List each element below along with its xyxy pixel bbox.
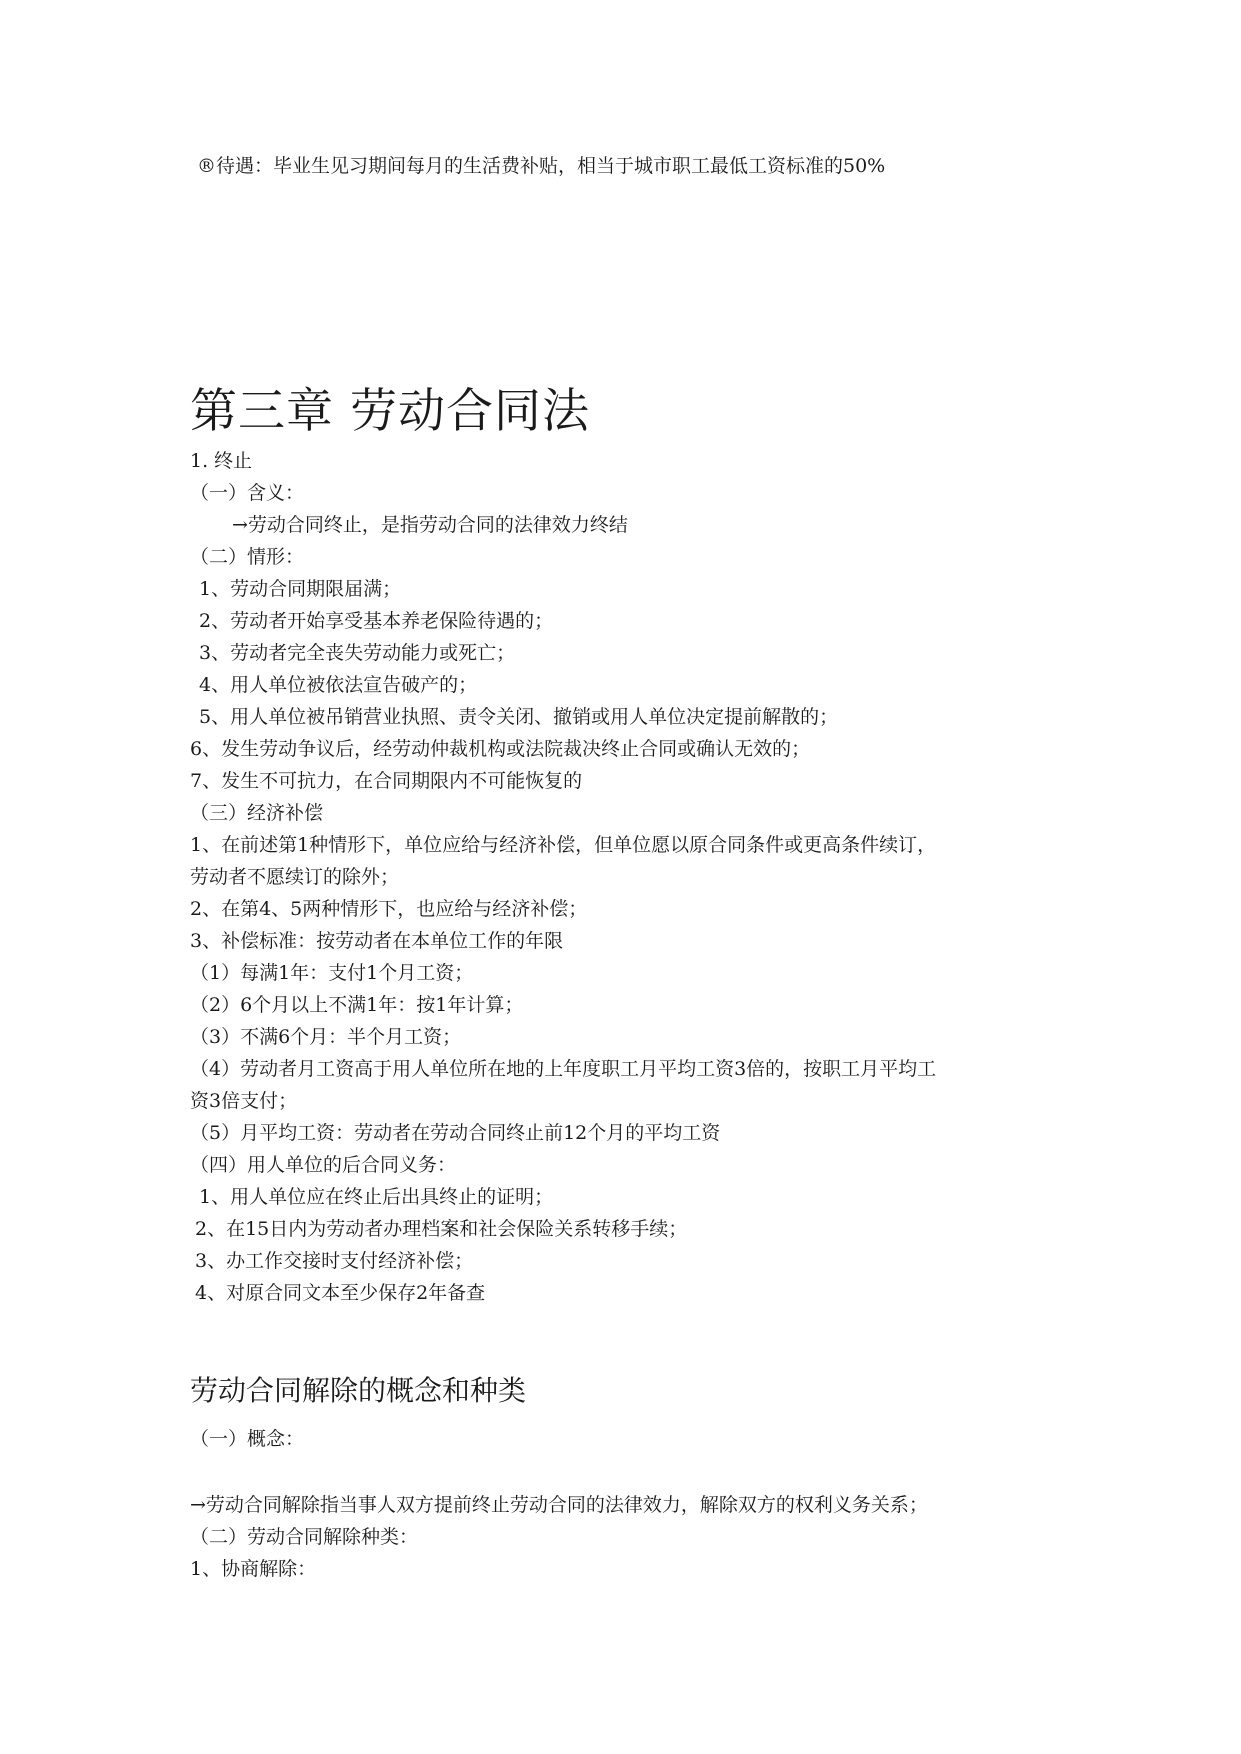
termination-heading: 1. 终止	[190, 450, 253, 472]
compensation-item: 2、在第4、5两种情形下，也应给与经济补偿；	[190, 898, 588, 920]
types-item: 1、协商解除：	[190, 1558, 317, 1580]
concept-heading: （一）概念：	[190, 1428, 305, 1450]
rescission-title: 劳动合同解除的概念和种类	[190, 1374, 527, 1407]
situation-item: 4、用人单位被依法宣告破产的；	[199, 674, 478, 696]
obligation-item: 2、在15日内为劳动者办理档案和社会保险关系转移手续；	[195, 1218, 688, 1240]
compensation-item: （2）6个月以上不满1年：按1年计算；	[190, 994, 524, 1016]
types-heading: （二）劳动合同解除种类：	[190, 1526, 419, 1548]
compensation-item: 劳动者不愿续订的除外；	[190, 866, 400, 888]
compensation-item: （5）月平均工资：劳动者在劳动合同终止前12个月的平均工资	[190, 1122, 721, 1144]
obligation-item: 4、对原合同文本至少保存2年备查	[195, 1282, 486, 1304]
compensation-item: （4）劳动者月工资高于用人单位所在地的上年度职工月平均工资3倍的，按职工月平均工	[190, 1058, 937, 1080]
compensation-item: 1、在前述第1种情形下，单位应给与经济补偿，但单位愿以原合同条件或更高条件续订，	[190, 834, 937, 856]
concept-text: →劳动合同解除指当事人双方提前终止劳动合同的法律效力，解除双方的权利义务关系；	[190, 1494, 928, 1516]
situation-item: 5、用人单位被吊销营业执照、责令关闭、撤销或用人单位决定提前解散的；	[199, 706, 839, 728]
compensation-item: （3）不满6个月：半个月工资；	[190, 1026, 462, 1048]
situation-item: 1、劳动合同期限届满；	[199, 578, 402, 600]
situation-item: 7、发生不可抗力，在合同期限内不可能恢复的	[190, 770, 583, 792]
compensation-heading: （三）经济补偿	[190, 802, 324, 824]
obligation-item: 1、用人单位应在终止后出具终止的证明；	[199, 1186, 554, 1208]
obligations-heading: （四）用人单位的后合同义务：	[190, 1154, 457, 1176]
compensation-item: （1）每满1年：支付1个月工资；	[190, 962, 474, 984]
situation-item: 6、发生劳动争议后，经劳动仲裁机构或法院裁决终止合同或确认无效的；	[190, 738, 811, 760]
situations-heading: （二）情形：	[190, 546, 305, 568]
compensation-item: 3、补偿标准：按劳动者在本单位工作的年限	[190, 930, 564, 952]
situation-item: 3、劳动者完全丧失劳动能力或死亡；	[199, 642, 516, 664]
meaning-text: →劳动合同终止，是指劳动合同的法律效力终结	[232, 514, 628, 536]
situation-item: 2、劳动者开始享受基本养老保险待遇的；	[199, 610, 554, 632]
chapter-title: 第三章 劳动合同法	[190, 384, 590, 439]
intro-line: ®待遇：毕业生见习期间每月的生活费补贴，相当于城市职工最低工资标准的50%	[197, 155, 886, 177]
meaning-heading: （一）含义：	[190, 482, 305, 504]
obligation-item: 3、办工作交接时支付经济补偿；	[195, 1250, 474, 1272]
compensation-item: 资3倍支付；	[190, 1090, 298, 1112]
